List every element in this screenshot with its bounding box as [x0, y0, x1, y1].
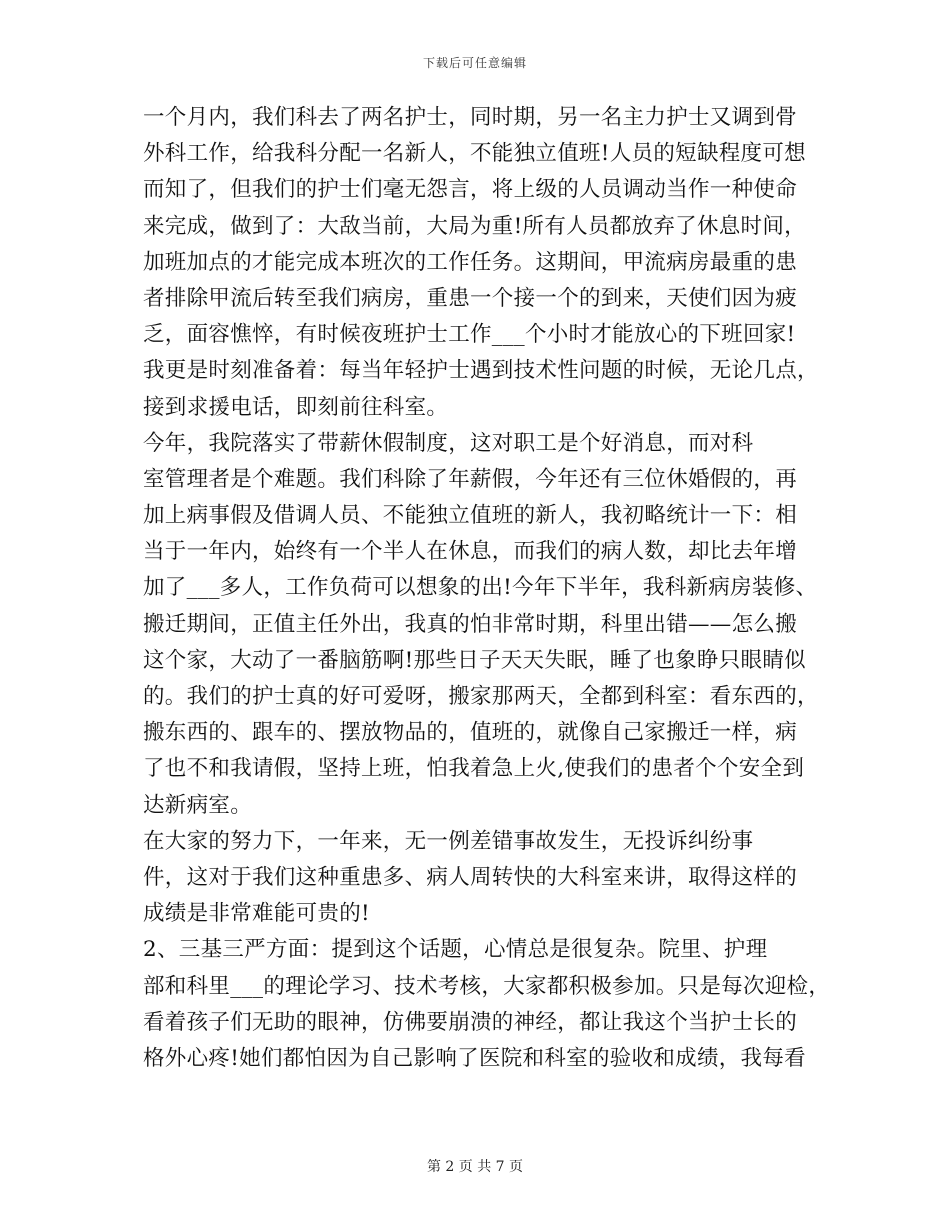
text-line: 者排除甲流后转至我们病房，重患一个接一个的到来，天使们因为疲 — [143, 285, 798, 311]
text-line: 成绩是非常难能可贵的! — [143, 901, 370, 927]
text-line: 件，这对于我们这种重患多、病人周转快的大科室来讲，取得这样的 — [143, 864, 798, 890]
text-line: 当于一年内，始终有一个半人在休息，而我们的病人数，却比去年增 — [143, 539, 798, 565]
text-line: 达新病室。 — [143, 792, 253, 818]
text-line: 加班加点的才能完成本班次的工作任务。这期间，甲流病房最重的患 — [143, 249, 798, 275]
page-header: 下载后可任意编辑 — [422, 56, 527, 70]
text-line: 了也不和我请假，坚持上班，怕我着急上火,使我们的患者个个安全到 — [143, 756, 805, 782]
text-line: 接到求援电话，即刻前往科室。 — [143, 394, 449, 420]
paragraph-staffing — [143, 100, 819, 426]
text-line: 看着孩子们无助的眼神，仿佛要崩溃的神经，都让我这个当护士长的 — [143, 1009, 798, 1035]
text-line: 搬迁期间，正值主任外出，我真的怕非常时期，科里出错——怎么搬 — [143, 611, 798, 637]
text-line: 这个家，大动了一番脑筋啊!那些日子天天失眠，睡了也象睁只眼睛似 — [143, 647, 806, 673]
text-line: 部和科里___的理论学习、技术考核，大家都积极参加。只是每次迎检， — [143, 973, 831, 999]
text-line: 搬东西的、跟车的、摆放物品的，值班的，就像自己家搬迁一样，病 — [143, 720, 798, 746]
text-line: 格外心疼!她们都怕因为自己影响了医院和科室的验收和成绩，我每看 — [143, 1045, 806, 1071]
text-line: 乏，面容憔悴，有时候夜班护士工作___个小时才能放心的下班回家! — [143, 322, 796, 348]
text-line: 外科工作，给我科分配一名新人，不能独立值班!人员的短缺程度可想 — [143, 141, 806, 167]
document-body — [143, 100, 831, 1077]
text-line: 来完成，做到了：大敌当前，大局为重!所有人员都放弃了休息时间， — [143, 213, 806, 239]
text-line: 我更是时刻准备着：每当年轻护士遇到技术性问题的时候，无论几点， — [143, 358, 819, 384]
text-line: 在大家的努力下，一年来，无一例差错事故发生，无投诉纠纷事 — [143, 828, 754, 854]
text-line: 2、三基三严方面：提到这个话题，心情总是很复杂。院里、护理 — [143, 937, 768, 963]
text-line: 一个月内，我们科去了两名护士，同时期，另一名主力护士又调到骨 — [143, 105, 798, 130]
paragraph-training — [143, 932, 831, 1077]
paragraph-safety-record — [143, 824, 813, 933]
page-number: 第 2 页 共 7 页 — [426, 1159, 524, 1175]
text-line: 今年，我院落实了带薪休假制度，这对职工是个好消息，而对科 — [143, 430, 754, 456]
text-line: 而知了，但我们的护士们毫无怨言，将上级的人员调动当作一种使命 — [143, 177, 798, 203]
text-line: 的。我们的护士真的好可爱呀，搬家那两天，全都到科室：看东西的， — [143, 684, 819, 709]
text-line: 加上病事假及借调人员、不能独立值班的新人，我初略统计一下：相 — [143, 503, 798, 529]
text-line: 加了___多人，工作负荷可以想象的出!今年下半年，我科新病房装修、 — [143, 575, 818, 601]
paragraph-paid-leave — [143, 426, 819, 824]
text-line: 室管理者是个难题。我们科除了年薪假，今年还有三位休婚假的，再 — [143, 466, 798, 492]
